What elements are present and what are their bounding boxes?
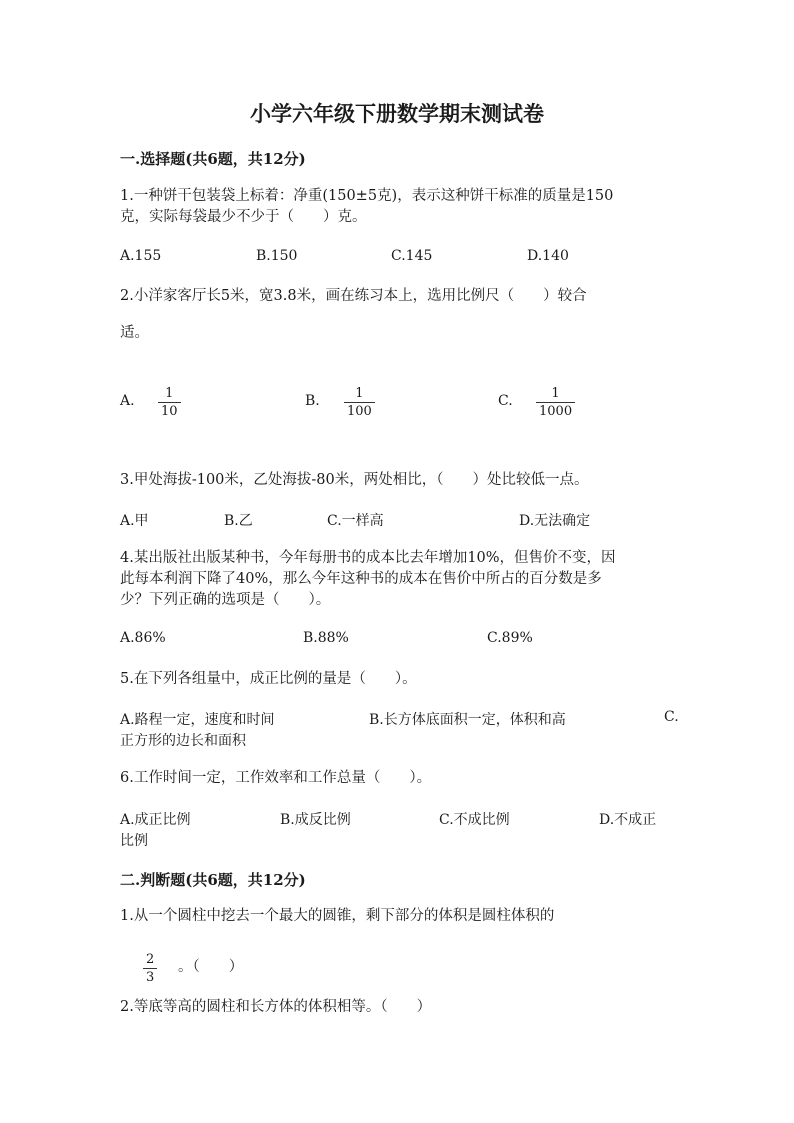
fraction-bar (344, 402, 375, 403)
fraction-denominator: 1000 (539, 404, 573, 419)
question-1-line-2: 克，实际每袋最少不少于（ ）克。 (120, 209, 367, 225)
question-2-option-c-label: C. (498, 393, 513, 409)
fraction-numerator: 1 (355, 386, 364, 401)
question-1-option-c: C.145 (391, 248, 433, 264)
question-2-option-c-fraction (536, 386, 575, 419)
judgement-2-line-1: 2.等底等高的圆柱和长方体的体积相等。（ ） (120, 999, 432, 1015)
question-4-option-c: C.89% (487, 630, 533, 646)
judgement-1-line-1: 1.从一个圆柱中挖去一个最大的圆锥，剩下部分的体积是圆柱体积的 (120, 908, 555, 924)
question-4-line-3: 少？下列正确的选项是（ ）。 (120, 592, 331, 608)
question-2-option-b-fraction (344, 386, 375, 419)
question-3-option-b: B.乙 (224, 513, 253, 529)
judgement-1-tail: 。（ ） (178, 959, 244, 975)
question-5-option-b: B.长方体底面积一定，体积和高 (369, 712, 566, 728)
question-5-option-c: C. (664, 709, 679, 725)
page-title: 小学六年级下册数学期末测试卷 (250, 101, 544, 126)
question-6-line-1: 6.工作时间一定，工作效率和工作总量（ ）。 (120, 770, 432, 786)
question-4-line-2: 此每本利润下降了40%，那么今年这种书的成本在售价中所占的百分数是多 (120, 571, 602, 587)
question-5-option-c-continued: 正方形的边长和面积 (120, 733, 246, 749)
fraction-denominator: 10 (161, 404, 178, 419)
fraction-denominator: 100 (347, 404, 372, 419)
question-5-option-a: A.路程一定，速度和时间 (120, 712, 275, 728)
question-5-line-1: 5.在下列各组量中，成正比例的量是（ ）。 (120, 671, 417, 687)
fraction-bar (143, 968, 157, 969)
question-3-line-1: 3.甲处海拔-100米，乙处海拔-80米，两处相比，（ ）处比较低一点。 (120, 472, 589, 488)
question-2-option-a-fraction (158, 386, 181, 419)
question-2-line-2: 适。 (120, 325, 149, 341)
question-2-option-a-label: A. (120, 393, 135, 409)
question-3-option-c: C.一样高 (327, 513, 384, 529)
judgement-1-fraction (143, 952, 157, 985)
fraction-denominator: 3 (146, 970, 155, 985)
question-6-option-a: A.成正比例 (120, 812, 191, 828)
question-6-option-d-continued: 比例 (120, 833, 148, 849)
question-1-option-a: A.155 (120, 248, 162, 264)
section-heading-choice: 一.选择题(共6题，共12分) (120, 150, 306, 168)
question-2-option-b-label: B. (305, 393, 320, 409)
question-1-option-d: D.140 (527, 248, 569, 264)
question-1-line-1: 1.一种饼干包装袋上标着：净重(150±5克)，表示这种饼干标准的质量是150 (120, 188, 614, 204)
question-6-option-d: D.不成正 (599, 812, 657, 828)
question-4-option-a: A.86% (120, 630, 166, 646)
question-2-line-1: 2.小洋家客厅长5米，宽3.8米，画在练习本上，选用比例尺（ ）较合 (120, 288, 587, 304)
question-4-option-b: B.88% (303, 630, 349, 646)
question-3-option-a: A.甲 (120, 513, 149, 529)
fraction-numerator: 1 (551, 386, 560, 401)
fraction-bar (158, 402, 181, 403)
question-3-option-d: D.无法确定 (519, 513, 591, 529)
question-6-option-b: B.成反比例 (280, 812, 351, 828)
question-6-option-c: C.不成比例 (439, 812, 510, 828)
section-heading-judgement: 二.判断题(共6题，共12分) (120, 871, 306, 889)
fraction-numerator: 2 (146, 952, 155, 967)
fraction-bar (536, 402, 575, 403)
question-1-option-b: B.150 (256, 248, 298, 264)
fraction-numerator: 1 (165, 386, 174, 401)
question-4-line-1: 4.某出版社出版某种书，今年每册书的成本比去年增加10%，但售价不变，因 (120, 550, 616, 566)
